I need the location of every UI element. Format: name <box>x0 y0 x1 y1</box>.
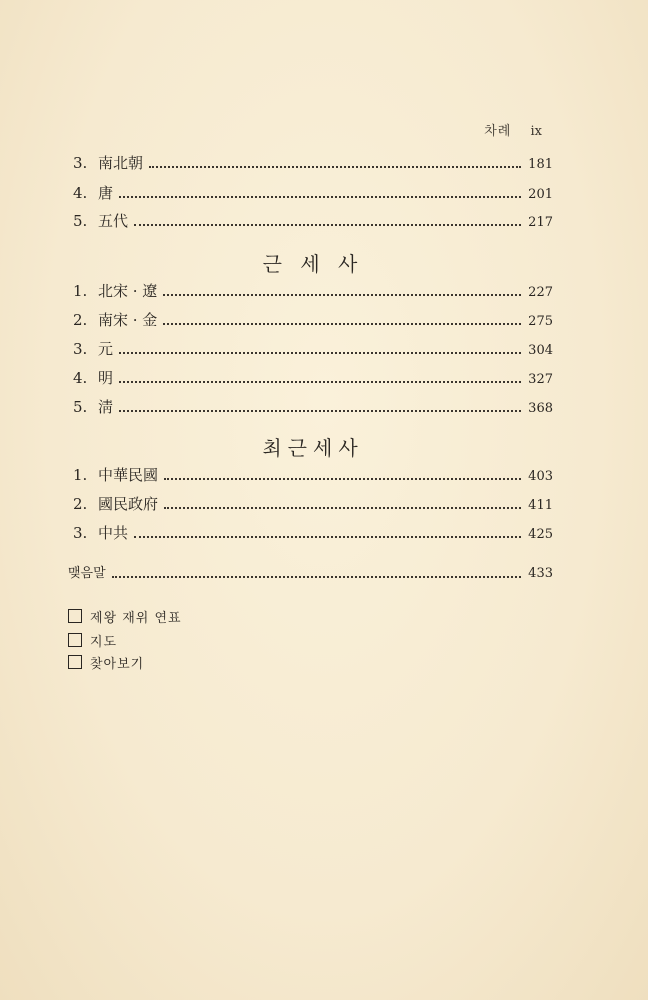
entry-page: 217 <box>528 215 553 230</box>
entry-page: 201 <box>528 187 553 202</box>
dot-leader <box>119 196 521 198</box>
appendix-label: 제왕 재위 연표 <box>90 610 182 626</box>
entry-title: 明 <box>98 369 114 387</box>
toc-entry <box>73 210 553 234</box>
appendix-item <box>68 652 144 672</box>
entry-title: 南北朝 <box>98 154 144 172</box>
dot-leader <box>164 507 521 509</box>
entry-number: 2. <box>73 495 88 513</box>
dot-leader <box>134 536 521 538</box>
dot-leader <box>163 323 521 325</box>
entry-number: 2. <box>73 311 88 329</box>
entry-number: 1. <box>73 282 88 300</box>
checkbox-square-icon <box>68 633 82 647</box>
dot-leader <box>119 352 521 354</box>
dot-leader <box>112 576 521 578</box>
entry-number: 3. <box>73 524 88 542</box>
entry-page: 411 <box>528 498 553 513</box>
entry-number: 3. <box>73 340 88 358</box>
entry-title: 맺음말 <box>68 566 106 581</box>
entry-title: 中華民國 <box>98 466 159 484</box>
toc-entry <box>73 338 553 362</box>
entry-page: 368 <box>528 401 553 416</box>
entry-title: 國民政府 <box>98 495 159 513</box>
toc-entry-closing <box>68 562 553 586</box>
toc-entry <box>73 367 553 391</box>
entry-number: 5. <box>73 212 88 230</box>
entry-title: 元 <box>98 340 114 358</box>
entry-page: 433 <box>528 566 553 581</box>
entry-number: 4. <box>73 184 88 202</box>
toc-entry <box>73 309 553 333</box>
entry-title: 南宋 · 金 <box>98 311 158 329</box>
entry-number: 1. <box>73 466 88 484</box>
appendix-item <box>68 630 117 650</box>
entry-title: 中共 <box>98 524 129 542</box>
entry-number: 5. <box>73 398 88 416</box>
dot-leader <box>164 478 521 480</box>
entry-number: 4. <box>73 369 88 387</box>
toc-entry <box>73 493 553 517</box>
entry-title: 北宋 · 遼 <box>98 282 158 300</box>
dot-leader <box>134 224 521 226</box>
dot-leader <box>149 166 521 168</box>
entry-title: 唐 <box>98 184 114 202</box>
section-heading: 최근세사 <box>262 436 364 460</box>
appendix-item <box>68 606 182 626</box>
entry-number: 3. <box>73 154 88 172</box>
appendix-label: 찾아보기 <box>90 656 145 672</box>
entry-title: 五代 <box>98 212 129 230</box>
toc-entry <box>73 152 553 176</box>
entry-page: 403 <box>528 469 553 484</box>
toc-entry <box>73 280 553 304</box>
entry-page: 327 <box>528 372 553 387</box>
entry-page: 275 <box>528 314 553 329</box>
checkbox-square-icon <box>68 609 82 623</box>
toc-entry <box>73 464 553 488</box>
checkbox-square-icon <box>68 655 82 669</box>
dot-leader <box>119 410 521 412</box>
dot-leader <box>163 294 521 296</box>
section-heading: 근 세 사 <box>262 252 364 276</box>
entry-page: 304 <box>528 343 553 358</box>
page-number: ix <box>530 124 542 139</box>
toc-entry <box>73 522 553 546</box>
entry-title: 淸 <box>98 398 114 416</box>
dot-leader <box>119 381 521 383</box>
entry-page: 181 <box>528 157 553 172</box>
toc-entry <box>73 396 553 420</box>
entry-page: 227 <box>528 285 553 300</box>
running-head <box>484 120 542 139</box>
toc-entry <box>73 182 553 206</box>
running-head-label: 차례 <box>484 124 512 139</box>
appendix-label: 지도 <box>90 634 118 650</box>
entry-page: 425 <box>528 527 553 542</box>
